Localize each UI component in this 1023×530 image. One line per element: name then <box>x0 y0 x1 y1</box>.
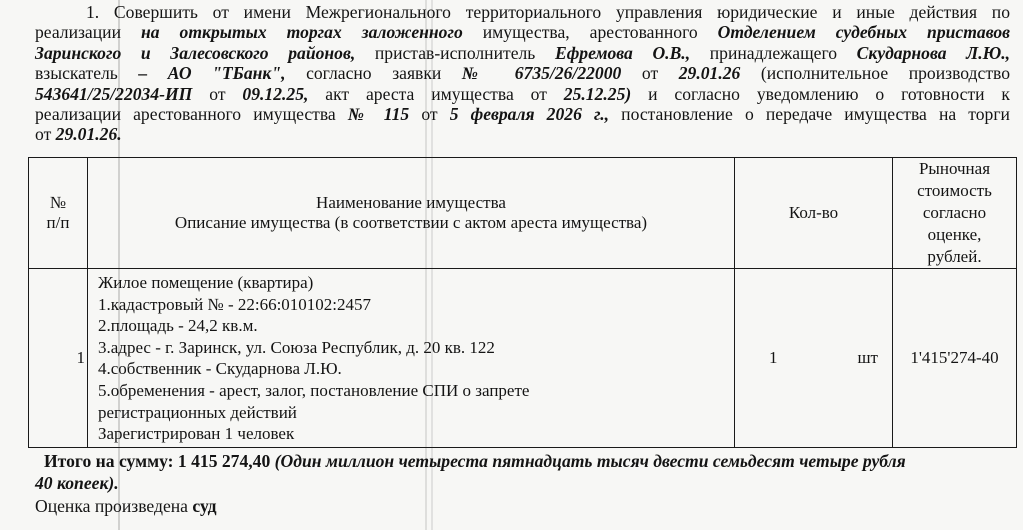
text-run: реализации арестованного имущества <box>35 104 348 125</box>
text-run: реализации <box>35 22 141 43</box>
total-words-end: 40 копеек). <box>35 473 119 493</box>
text-run: от <box>192 83 243 104</box>
description-line: 4.собственник - Скударнова Л.Ю. <box>98 359 342 379</box>
proceeding-number: 543641/25/22034-ИП <box>35 83 193 104</box>
bailiff-department: Отделением судебных приставов <box>717 22 1010 43</box>
description-line: Зарегистрирован 1 человек <box>98 424 295 444</box>
description-line: 3.адрес - г. Заринск, ул. Союза Республик, д. 20 кв. 122 <box>98 337 495 357</box>
row-num <box>29 269 88 448</box>
bailiff-name: Ефремова О.В., <box>554 42 691 63</box>
header-qty-label: Кол-во <box>788 203 839 222</box>
text-run: и согласно уведомлению о готовности к <box>631 83 1010 104</box>
paragraph-line-4 <box>35 63 1010 83</box>
header-name-line: Описание имущества (в соответствии с актом ареста имущества) <box>174 213 648 232</box>
text-run: согласно заявки <box>285 63 462 84</box>
header-qty <box>735 158 893 269</box>
total-words: (Один миллион четыреста пятнадцать тысяч двести семьдесят четыре рубля <box>270 451 906 471</box>
header-price-line: оценке, <box>927 225 982 244</box>
total-label: Итого на сумму: 1 415 274,40 <box>44 451 271 471</box>
owner-name: Скударнова Л.Ю., <box>856 42 1010 63</box>
header-num <box>29 158 88 269</box>
header-price <box>893 158 1017 269</box>
header-price-line: стоимость <box>917 181 992 200</box>
description-line: 2.площадь - 24,2 кв.м. <box>98 316 258 336</box>
row-qty <box>735 269 893 448</box>
row-num-value: 1 <box>76 348 85 367</box>
text-run: имущества, арестованного <box>462 22 718 43</box>
paragraph-line-3 <box>35 43 1010 63</box>
claimant: – АО "ТБанк", <box>138 63 286 84</box>
description-line: регистрационных действий <box>98 402 297 422</box>
text-run: принадлежащего <box>690 42 857 63</box>
description-line: 1.кадастровый № - 22:66:010102:2457 <box>98 294 372 314</box>
header-price-line: рублей. <box>927 247 982 266</box>
proceeding-date: 09.12.25, <box>242 83 309 104</box>
paragraph-line-5 <box>35 84 1010 104</box>
sale-method: на открытых торгах заложенного <box>140 22 463 43</box>
scan-artifact <box>425 0 427 530</box>
total-line-2 <box>35 472 995 494</box>
note-text: Оценка произведена <box>35 496 193 516</box>
item-number: 1. <box>86 2 100 22</box>
order-paragraph <box>35 2 1010 145</box>
header-price-line: Рыночная <box>918 159 991 178</box>
table-header-row <box>29 158 1017 269</box>
row-price <box>893 269 1017 448</box>
table-row <box>29 269 1017 448</box>
qty-unit: шт <box>857 348 878 367</box>
text-run: от <box>35 124 56 145</box>
total-sum <box>35 450 995 494</box>
application-number: № 6735/26/22000 <box>461 63 622 84</box>
transfer-date: 29.01.26. <box>55 124 122 145</box>
description-line: Жилое помещение (квартира) <box>98 273 314 292</box>
bailiff-district: Заринского и Залесовского районов, <box>35 42 356 63</box>
price-value: 1'415'274-40 <box>910 348 999 367</box>
text-run: акт ареста имущества от <box>308 83 564 104</box>
description-line: 5.обременения - арест, залог, постановление СПИ о запрете <box>98 380 530 400</box>
application-date: 29.01.26 <box>678 63 741 84</box>
header-num-line: п/п <box>46 213 70 232</box>
paragraph-line-2 <box>35 22 1010 42</box>
qty-value: 1 <box>769 348 778 367</box>
scan-artifact <box>118 0 120 530</box>
paragraph-line-1 <box>35 2 1010 22</box>
text-run: пристав-исполнитель <box>355 42 555 63</box>
property-table <box>28 157 1017 448</box>
scan-artifact <box>431 0 433 530</box>
text-run: от <box>621 63 679 84</box>
text-run: взыскатель <box>35 63 139 84</box>
text-run: от <box>409 104 450 125</box>
header-price-line: согласно <box>922 203 987 222</box>
notice-date: 5 февраля 2026 г., <box>449 104 610 125</box>
header-name <box>88 158 735 269</box>
valuation-note <box>35 496 217 517</box>
text-run: постановление о передаче имущества на торги <box>609 104 1010 125</box>
total-line-1 <box>35 450 995 472</box>
row-description <box>88 269 735 448</box>
text-run: (исполнительное производство <box>740 63 1010 84</box>
header-num-line: № <box>49 193 67 212</box>
note-bold: суд <box>192 496 217 516</box>
paragraph-line-7 <box>35 124 1010 144</box>
text-run: Совершить от имени Межрегионального территориального управления юридические и иные действия по <box>99 2 1010 22</box>
paragraph-line-6 <box>35 104 1010 124</box>
header-name-line: Наименование имущества <box>316 193 506 212</box>
arrest-act-date: 25.12.25) <box>563 83 632 104</box>
notice-number: № 115 <box>347 104 410 125</box>
